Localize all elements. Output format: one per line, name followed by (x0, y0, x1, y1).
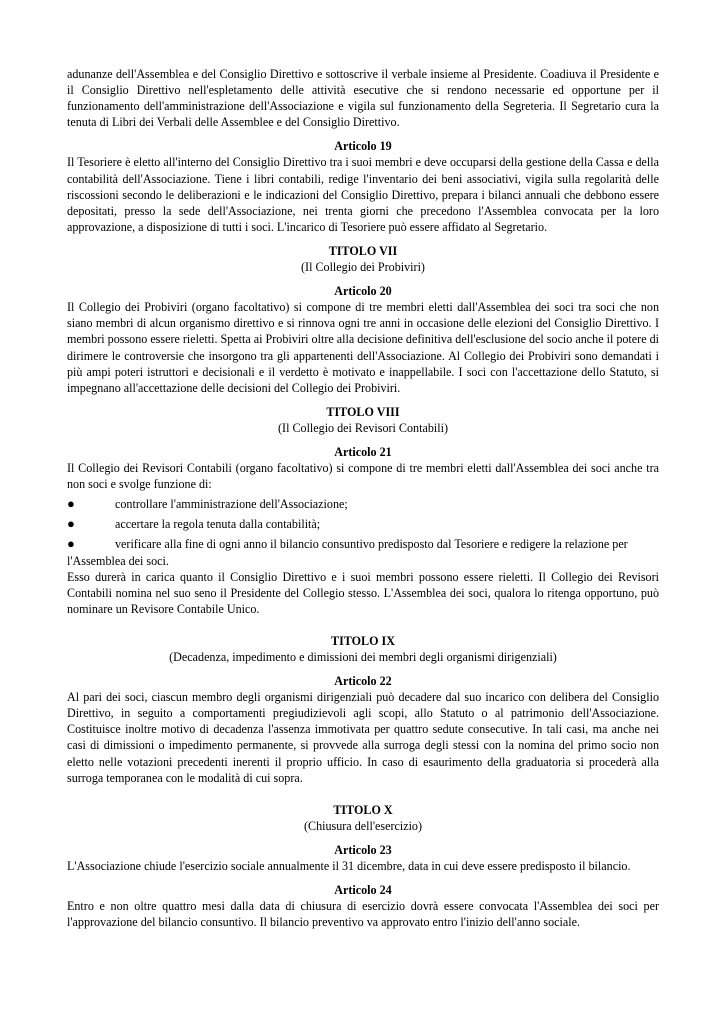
titolo-7-title: TITOLO VII (328, 243, 398, 258)
intro-paragraph: adunanze dell'Assemblea e del Consiglio Direttivo e sottoscrive il verbale insieme al Presidente. Coadiuva il Presidente e il Consiglio Direttivo nell'espletamento delle attività esecutive che si rendono necessarie ed opportune per il funzionamento dell'amministrazione dell'Associazione e vigila sul funzionamento della Segreteria. Il Segretario cura la tenuta di Libri dei Verbali delle Assemblee e del Consiglio Direttivo. (67, 67, 659, 130)
titolo-9-title: TITOLO IX (331, 633, 395, 648)
list-item (67, 496, 659, 512)
article-23-text: L'Associazione chiude l'esercizio sociale annualmente il 31 dicembre, data in cui deve essere predisposto il bilancio. (67, 859, 631, 874)
article-21-heading: Articolo 21 (334, 444, 392, 459)
article-24-text: Entro e non oltre quattro mesi dalla data di chiusura di esercizio dovrà essere convocata l'Assemblea dei soci per l'approvazione del bilancio consuntivo. Il bilancio preventivo va approvato entro l'inizio dell'anno sociale. (67, 899, 659, 930)
list-item-continuation: l'Assemblea dei soci. (67, 553, 169, 568)
article-20-text: Il Collegio dei Probiviri (organo facoltativo) si compone di tre membri eletti dall'Assemblea dei soci tra soci che non siano membri di alcun organismo direttivo e si rinnova ogni tre anni in occasione delle elezioni del Consiglio Direttivo. I membri possono essere rieletti. Spetta ai Probiviri oltre alla decisione definitiva dell'esclusione del socio anche il potere di dirimere le controversie che insorgono tra gli appartenenti dell'Associazione. Al Collegio dei Probiviri sono demandati i più ampi poteri istruttori e decisionali e il verdetto è motivato e inappellabile. I soci con l'accettazione dello Statuto, si impegnano all'accettazione delle decisioni del Collegio dei Probiviri. (67, 300, 659, 395)
titolo-10-title: TITOLO X (333, 802, 393, 817)
article-23-heading: Articolo 23 (334, 842, 392, 857)
article-21-closing: Esso durerà in carica quanto il Consiglio Direttivo e i suoi membri possono essere rieletti. Il Collegio dei Revisori Contabili nomina nel suo seno il Presidente del Collegio stesso. L'Assemblea dei soci, qualora lo ritenga opportuno, può nominare un Revisore Contabile Unico. (67, 569, 659, 616)
list-item-text: accertare la regola tenuta dalla contabilità; (115, 517, 321, 532)
bullet-dot-icon: ● (67, 496, 75, 512)
list-item-text: controllare l'amministrazione dell'Associazione; (115, 497, 348, 512)
titolo-8-title: TITOLO VIII (326, 404, 400, 419)
article-19-heading: Articolo 19 (334, 139, 392, 154)
bullet-dot-icon: ● (67, 516, 75, 532)
article-21-text: Il Collegio dei Revisori Contabili (organo facoltativo) si compone di tre membri eletti dall'Assemblea dei soci anche tra non soci e svolge funzione di: (67, 461, 659, 492)
titolo-7-subtitle: (Il Collegio dei Probiviri) (301, 260, 425, 275)
titolo-8-subtitle: (Il Collegio dei Revisori Contabili) (278, 420, 448, 435)
bullet-dot-icon: ● (67, 536, 75, 552)
article-22-text: Al pari dei soci, ciascun membro degli organismi dirigenziali può decadere dal suo incarico con delibera del Consiglio Direttivo, in seguito a comportamenti pregiudizievoli agli scopi, allo Statuto o al patrimonio dell'Associazione. Costituisce inoltre motivo di decadenza l'assenza immotivata per quattro sedute consecutive. In tali casi, ma anche nei casi di dimissioni o impedimento permanente, si provvede alla surroga degli stessi con la nomina del primo socio non eletto nelle votazioni precedenti inerenti il proprio ufficio. In caso di esaurimento della graduatoria si procederà alla surroga temporanea con le modalità di cui sopra. (67, 690, 659, 785)
article-24-heading: Articolo 24 (334, 883, 392, 898)
list-item (67, 536, 659, 552)
article-19-text: Il Tesoriere è eletto all'interno del Consiglio Direttivo tra i suoi membri e deve occuparsi della gestione della Cassa e della contabilità dell'Associazione. Tiene i libri contabili, redige l'inventario dei beni associativi, vigila sulla regolarità delle riscossioni secondo le deliberazioni e le indicazioni del Consiglio Direttivo, prepara i bilanci annuali che debbono essere depositati, presso la sede dell'Associazione, nei trenta giorni che precedono l'Assemblea convocata per la loro approvazione, a disposizione di tutti i soci. L'incarico di Tesoriere può essere affidato al Segretario. (67, 155, 659, 234)
document-body (67, 66, 659, 930)
article-20-heading: Articolo 20 (334, 284, 392, 299)
article-22-heading: Articolo 22 (334, 674, 392, 689)
list-item (67, 516, 659, 532)
titolo-9-subtitle: (Decadenza, impedimento e dimissioni dei membri degli organismi dirigenziali) (169, 650, 557, 664)
titolo-10-subtitle: (Chiusura dell'esercizio) (303, 818, 423, 833)
list-item-text: verificare alla fine di ogni anno il bilancio consuntivo predisposto dal Tesoriere e redigere la relazione per (115, 537, 628, 552)
